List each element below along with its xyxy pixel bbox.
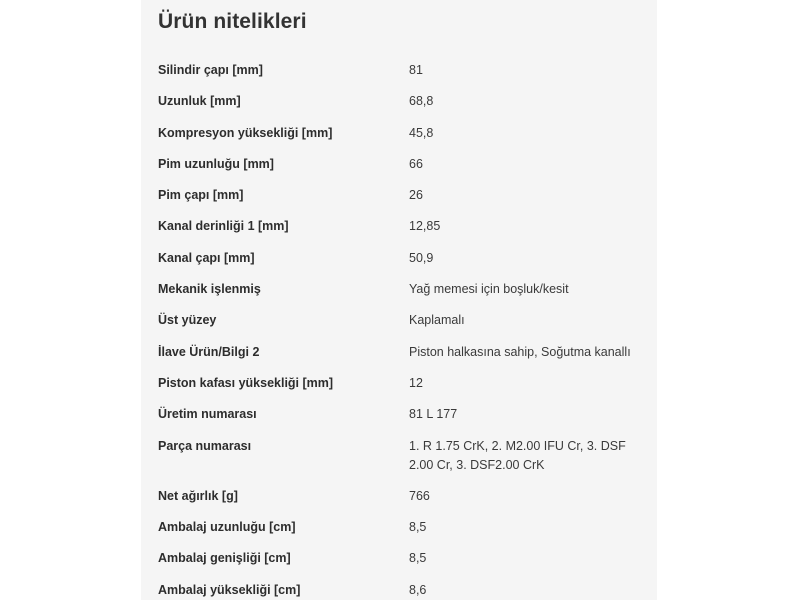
spec-label: Uzunluk [mm] [158, 94, 241, 109]
spec-value: Kaplamalı [409, 313, 465, 328]
spec-label: İlave Ürün/Bilgi 2 [158, 344, 260, 359]
section-title: Ürün nitelikleri [158, 10, 307, 33]
spec-label: Kompresyon yüksekliği [mm] [158, 125, 333, 140]
spec-row [158, 124, 657, 143]
spec-value: 766 [409, 488, 430, 503]
spec-row [158, 155, 657, 174]
spec-label: Ambalaj uzunluğu [cm] [158, 520, 296, 535]
spec-value: 68,8 [409, 94, 434, 109]
spec-value: 81 [409, 63, 423, 77]
spec-value: Piston halkasına sahip, Soğutma kanallı [409, 344, 631, 359]
spec-row [158, 518, 657, 537]
spec-label: Silindir çapı [mm] [158, 63, 263, 77]
spec-label: Kanal derinliği 1 [mm] [158, 219, 289, 234]
spec-label: Pim uzunluğu [mm] [158, 156, 274, 171]
spec-label: Ambalaj genişliği [cm] [158, 551, 291, 566]
spec-value: 1. R 1.75 CrK, 2. M2.00 IFU Cr, 3. DSF 2.00 Cr, 3. DSF2.00 CrK [409, 438, 626, 472]
spec-row [158, 405, 657, 424]
product-attributes-panel [141, 0, 657, 600]
spec-value: 12,85 [409, 219, 441, 234]
spec-label: Mekanik işlenmiş [158, 282, 261, 297]
spec-row [158, 311, 657, 330]
spec-row [158, 61, 657, 80]
spec-value: 8,5 [409, 520, 427, 535]
spec-row [158, 249, 657, 268]
spec-row [158, 343, 657, 362]
spec-row [158, 92, 657, 111]
spec-label: Ambalaj yüksekliği [cm] [158, 582, 301, 597]
spec-value: 26 [409, 188, 423, 203]
spec-label: Üretim numarası [158, 407, 257, 422]
spec-value: 50,9 [409, 250, 434, 265]
spec-row [158, 581, 657, 600]
spec-row [158, 374, 657, 393]
spec-label: Parça numarası [158, 438, 252, 453]
spec-row [158, 487, 657, 506]
spec-row [158, 186, 657, 205]
spec-label: Pim çapı [mm] [158, 188, 244, 203]
spec-value: 8,6 [409, 582, 427, 597]
spec-value: 66 [409, 156, 423, 171]
spec-row [158, 437, 657, 475]
spec-row [158, 217, 657, 236]
spec-label: Üst yüzey [158, 313, 217, 328]
spec-label: Piston kafası yüksekliği [mm] [158, 375, 334, 390]
spec-table [158, 61, 657, 600]
spec-row [158, 280, 657, 299]
spec-value: 8,5 [409, 551, 427, 566]
spec-value: 12 [409, 375, 423, 390]
spec-label: Net ağırlık [g] [158, 488, 238, 503]
spec-label: Kanal çapı [mm] [158, 250, 255, 265]
spec-value: 45,8 [409, 125, 434, 140]
spec-row [158, 549, 657, 568]
spec-value: 81 L 177 [409, 407, 458, 422]
spec-value: Yağ memesi için boşluk/kesit [409, 282, 569, 297]
